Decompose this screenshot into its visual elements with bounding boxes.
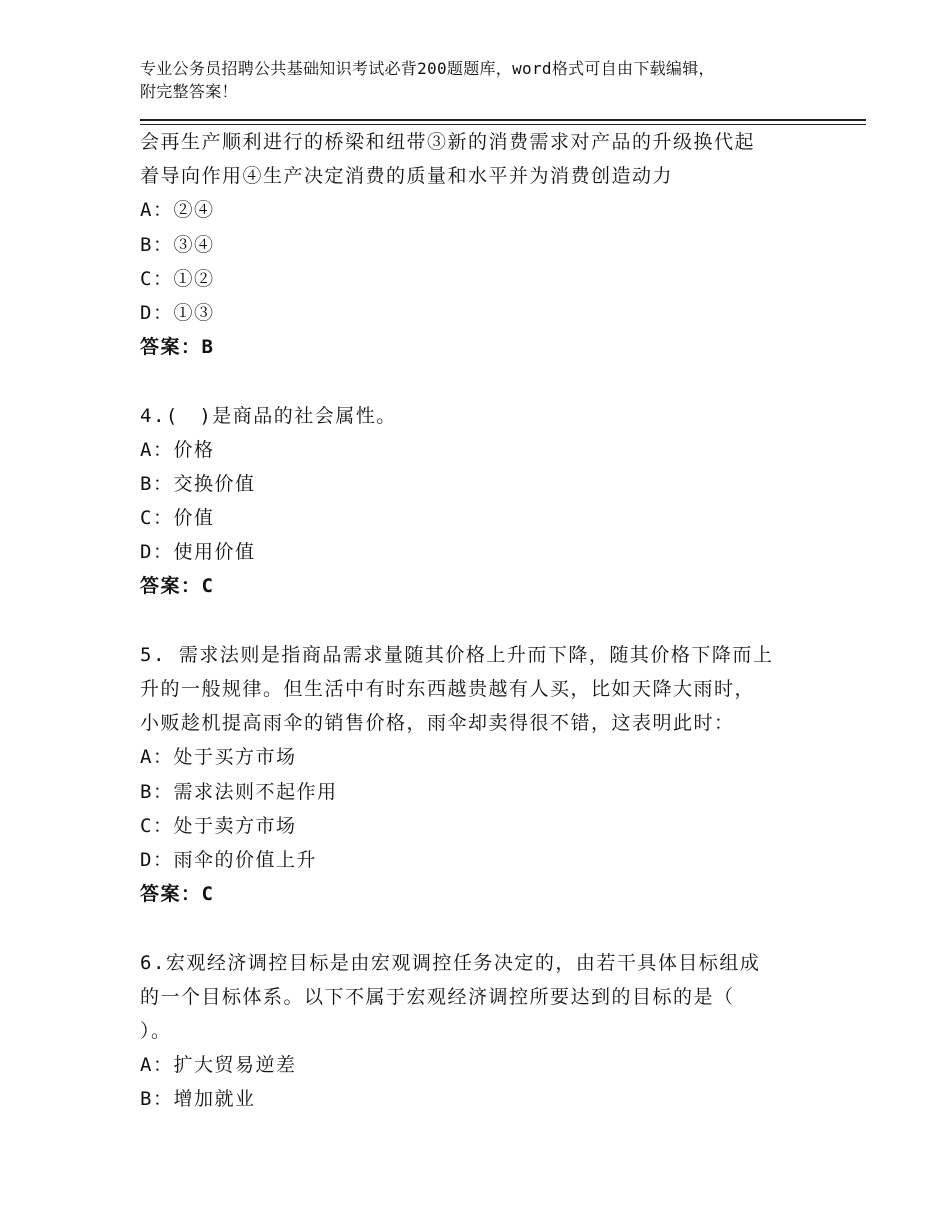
question-3-continued — [140, 125, 840, 364]
spacer — [140, 604, 840, 638]
question-text-line: 会再生产顺利进行的桥梁和纽带③新的消费需求对产品的升级换代起 — [140, 131, 756, 153]
page-header — [140, 57, 820, 103]
option-b: B：交换价值 — [140, 472, 256, 495]
question-stem: 6.宏观经济调控目标是由宏观调控任务决定的，由若干具体目标组成 — [140, 951, 761, 974]
option-b: B：③④ — [140, 233, 215, 256]
option-c: C：①② — [140, 267, 215, 290]
question-stem: 升的一般规律。但生活中有时东西越贵越有人买，比如天降大雨时， — [140, 678, 756, 700]
option-a: A：②④ — [140, 199, 215, 222]
option-c: C：处于卖方市场 — [140, 814, 297, 837]
question-stem: 的一个目标体系。以下不属于宏观经济调控所要达到的目标的是（ — [140, 985, 735, 1008]
question-text-line: 着导向作用④生产决定消费的质量和水平并为消费创造动力 — [140, 165, 674, 188]
question-stem: 4.( )是商品的社会属性。 — [140, 404, 397, 427]
question-4 — [140, 399, 840, 604]
option-d: D：使用价值 — [140, 541, 256, 564]
option-b: B：需求法则不起作用 — [140, 780, 338, 803]
option-a: A：处于买方市场 — [140, 746, 297, 769]
option-a: A：扩大贸易逆差 — [140, 1054, 297, 1077]
option-a: A：价格 — [140, 438, 215, 461]
spacer — [140, 911, 840, 945]
question-stem: 小贩趁机提高雨伞的销售价格，雨伞却卖得很不错，这表明此时： — [140, 712, 735, 735]
spacer — [140, 364, 840, 398]
answer-line: 答案：B — [140, 336, 215, 359]
option-d: D：雨伞的价值上升 — [140, 848, 317, 871]
option-b: B：增加就业 — [140, 1088, 256, 1111]
header-rule-thick — [140, 119, 866, 121]
question-6 — [140, 946, 840, 1117]
answer-line: 答案：C — [140, 883, 215, 906]
question-5 — [140, 638, 840, 912]
question-stem: 5. 需求法则是指商品需求量随其价格上升而下降，随其价格下降而上 — [140, 643, 774, 666]
header-line-2: 附完整答案！ — [140, 82, 238, 101]
question-list — [140, 125, 840, 1116]
header-line-1: 专业公务员招聘公共基础知识考试必背200题题库，word格式可自由下载编辑， — [140, 59, 715, 78]
answer-line: 答案：C — [140, 575, 215, 598]
option-c: C：价值 — [140, 507, 215, 530]
question-stem: ）。 — [140, 1019, 172, 1042]
option-d: D：①③ — [140, 301, 215, 324]
